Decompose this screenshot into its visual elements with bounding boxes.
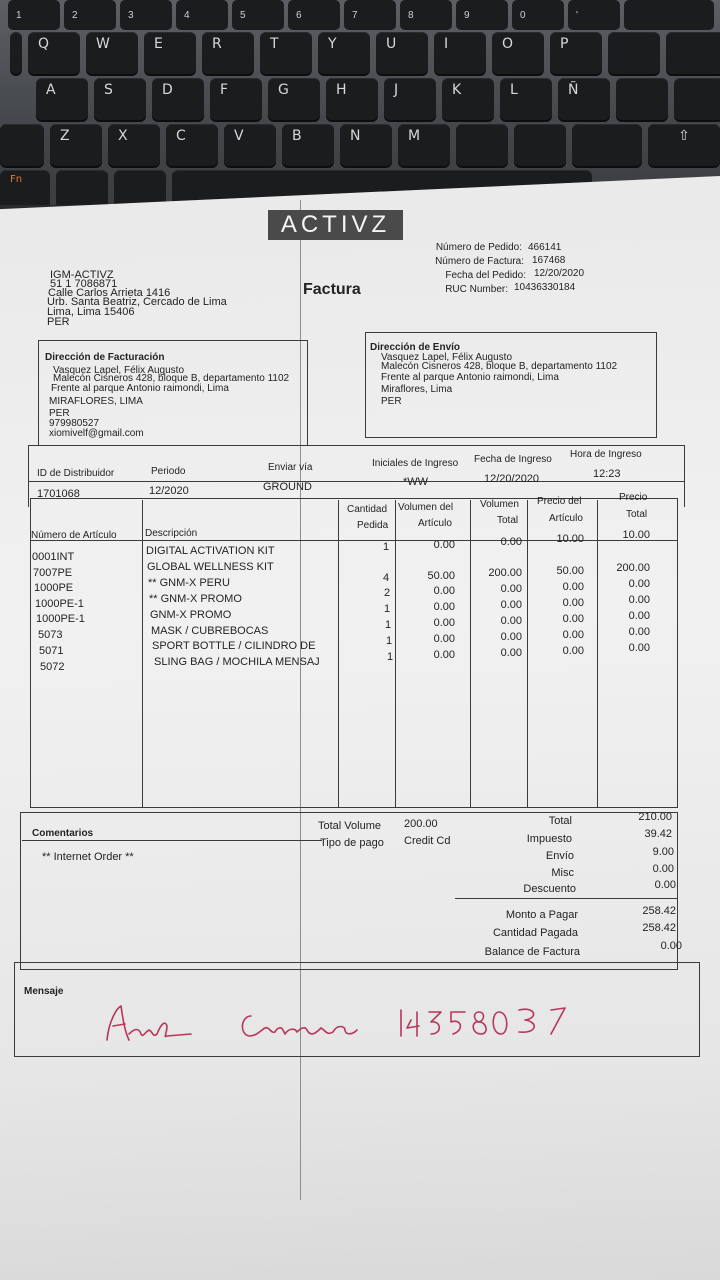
volume-header: Artículo xyxy=(418,518,452,529)
key-i: I xyxy=(434,32,486,74)
balance-value: 0.00 xyxy=(660,940,682,952)
order-number-value: 466141 xyxy=(528,242,562,253)
key-7: 7 xyxy=(344,0,396,30)
order-date-label: Fecha del Pedido: xyxy=(445,270,526,281)
key-h: H xyxy=(326,78,378,120)
activz-logo: ACTIVZ xyxy=(268,210,403,240)
message-heading: Mensaje xyxy=(24,986,64,997)
item-description: ** GNM-X PERU xyxy=(148,577,230,589)
comments-heading: Comentarios xyxy=(32,828,94,839)
shipping-line: Malecón Cisneros 428, bloque B, departamento 1102 xyxy=(381,361,618,372)
key-d: D xyxy=(152,78,204,120)
item-qty: 1 xyxy=(384,603,391,615)
shipping-line: Miraflores, Lima xyxy=(381,384,453,395)
key-z: Z xyxy=(50,124,102,166)
item-description: SLING BAG / MOCHILA MENSAJ xyxy=(154,656,320,668)
period-header: Periodo xyxy=(151,466,186,477)
key-y: Y xyxy=(318,32,370,74)
item-volume: 0.00 xyxy=(433,539,455,551)
initials-value: *WW xyxy=(403,476,429,488)
key-r: R xyxy=(202,32,254,74)
billing-email: xiomivelf@gmail.com xyxy=(49,428,144,439)
item-price-total: 0.00 xyxy=(628,578,650,590)
amount-due-value: 258.42 xyxy=(642,905,676,917)
item-volume-total: 200.00 xyxy=(488,567,522,579)
price-header: Artículo xyxy=(549,513,583,524)
item-volume-total: 0.00 xyxy=(500,647,522,659)
period-value: 12/2020 xyxy=(149,485,189,497)
item-qty: 1 xyxy=(387,651,394,663)
item-description: SPORT BOTTLE / CILINDRO DE xyxy=(152,640,316,652)
key-b: B xyxy=(282,124,334,166)
entry-time-value: 12:23 xyxy=(593,468,621,480)
key-o: O xyxy=(492,32,544,74)
item-volume: 0.00 xyxy=(433,649,455,661)
item-price: 0.00 xyxy=(562,581,584,593)
volume-total-header: Volumen xyxy=(480,499,519,510)
key-l: L xyxy=(500,78,552,120)
billing-line: PER xyxy=(49,408,70,419)
key-0: 0 xyxy=(512,0,564,30)
key-9: 9 xyxy=(456,0,508,30)
ship-via-header: Enviar vía xyxy=(268,462,313,473)
key-3: 3 xyxy=(120,0,172,30)
item-number: 1000PE-1 xyxy=(35,598,84,610)
key-enye: Ñ xyxy=(558,78,610,120)
order-number-label: Número de Pedido: xyxy=(435,242,522,253)
item-volume-total: 0.00 xyxy=(500,631,522,643)
item-qty: 4 xyxy=(383,572,390,584)
invoice-number-label: Número de Factura: xyxy=(435,256,524,267)
entry-date-header: Fecha de Ingreso xyxy=(474,454,552,465)
company-line: Calle Carlos Arrieta 1416 xyxy=(48,287,171,299)
entry-time-header: Hora de Ingreso xyxy=(570,449,642,460)
distributor-header: ID de Distribuidor xyxy=(37,468,115,479)
key-g: G xyxy=(268,78,320,120)
key-f: F xyxy=(210,78,262,120)
key-j: J xyxy=(384,78,436,120)
initials-header: Iniciales de Ingreso xyxy=(372,458,459,469)
item-number: 5073 xyxy=(38,629,63,641)
table-rule xyxy=(28,481,685,482)
item-description: GLOBAL WELLNESS KIT xyxy=(147,561,274,573)
item-description: GNM-X PROMO xyxy=(150,609,232,621)
item-qty: 2 xyxy=(384,587,391,599)
item-volume: 0.00 xyxy=(433,617,455,629)
entry-date-value: 12/20/2020 xyxy=(484,473,540,485)
shipping-heading: Dirección de Envío xyxy=(370,342,461,353)
key-k: K xyxy=(442,78,494,120)
misc-label: Misc xyxy=(551,867,574,879)
item-price: 0.00 xyxy=(562,597,584,609)
amount-paid-value: 258.42 xyxy=(642,922,676,934)
item-description: MASK / CUBREBOCAS xyxy=(151,625,269,637)
qty-header: Cantidad xyxy=(347,504,388,515)
item-description: ** GNM-X PROMO xyxy=(149,593,242,605)
item-number: 5071 xyxy=(39,645,64,657)
ruc-value: 10436330184 xyxy=(514,282,576,293)
column-divider xyxy=(142,500,143,808)
item-number-header: Número de Artículo xyxy=(31,530,117,541)
item-number: 5072 xyxy=(40,661,65,673)
key-5: 5 xyxy=(232,0,284,30)
price-header: Precio del xyxy=(537,496,582,507)
item-price-total: 200.00 xyxy=(616,562,650,574)
shipping-line: Frente al parque Antonio raimondi, Lima xyxy=(381,372,559,383)
invoice-title: Factura xyxy=(303,281,361,298)
item-price-total: 0.00 xyxy=(628,610,650,622)
key-e: E xyxy=(144,32,196,74)
item-description: DIGITAL ACTIVATION KIT xyxy=(146,545,275,557)
column-divider xyxy=(395,500,396,808)
company-line: 51 1 7086871 xyxy=(50,278,118,290)
volume-header: Volumen del xyxy=(398,502,454,513)
discount-label: Descuento xyxy=(523,883,576,895)
company-line: Lima, Lima 15406 xyxy=(47,306,135,318)
billing-line: Frente al parque Antonio raimondi, Lima xyxy=(51,383,229,394)
item-number: 7007PE xyxy=(33,567,73,579)
billing-line: MIRAFLORES, LIMA xyxy=(49,396,143,407)
balance-label: Balance de Factura xyxy=(484,946,580,958)
billing-line: Malecón Cisneros 428, bloque B, departamento 1102 xyxy=(53,373,290,384)
tax-value: 39.42 xyxy=(644,828,672,840)
key-2: 2 xyxy=(64,0,116,30)
item-price: 50.00 xyxy=(556,565,584,577)
order-date-value: 12/20/2020 xyxy=(534,268,585,279)
item-qty: 1 xyxy=(385,619,392,631)
payment-type-label: Tipo de pago xyxy=(320,837,384,849)
key-q: Q xyxy=(28,32,80,74)
total-volume-label: Total Volume xyxy=(318,820,381,832)
description-header: Descripción xyxy=(145,528,198,539)
key-v: V xyxy=(224,124,276,166)
shipping-value: 9.00 xyxy=(652,846,674,858)
key-w: W xyxy=(86,32,138,74)
item-volume-total: 0.00 xyxy=(500,615,522,627)
item-volume-total: 0.00 xyxy=(500,599,522,611)
total-volume-value: 200.00 xyxy=(404,818,438,830)
item-price-total: 0.00 xyxy=(628,594,650,606)
tax-label: Impuesto xyxy=(526,833,572,845)
key-x: X xyxy=(108,124,160,166)
amount-due-label: Monto a Pagar xyxy=(505,909,578,921)
item-volume: 0.00 xyxy=(433,585,455,597)
item-price: 10.00 xyxy=(556,533,584,545)
item-number: 1000PE xyxy=(34,582,74,594)
distributor-value: 1701068 xyxy=(37,488,80,500)
item-qty: 1 xyxy=(386,635,393,647)
comments-rule xyxy=(22,840,322,841)
key-6: 6 xyxy=(288,0,340,30)
company-line: Urb. Santa Beatriz, Cercado de Lima xyxy=(47,296,227,308)
key-t: T xyxy=(260,32,312,74)
item-volume: 50.00 xyxy=(427,570,455,582)
key-s: S xyxy=(94,78,146,120)
item-qty: 1 xyxy=(383,541,390,553)
item-price-total: 0.00 xyxy=(628,642,650,654)
item-number: 1000PE-1 xyxy=(36,613,85,625)
total-value: 210.00 xyxy=(638,811,672,823)
key-apostrophe: ' xyxy=(568,0,620,30)
item-volume: 0.00 xyxy=(433,633,455,645)
misc-value: 0.00 xyxy=(652,863,674,875)
key-4: 4 xyxy=(176,0,228,30)
billing-heading: Dirección de Facturación xyxy=(45,352,165,363)
shipping-line: PER xyxy=(381,396,402,407)
item-volume-total: 0.00 xyxy=(500,583,522,595)
volume-total-header: Total xyxy=(497,515,519,526)
total-label: Total xyxy=(548,815,572,827)
handwritten-signature xyxy=(95,990,595,1050)
amount-paid-label: Cantidad Pagada xyxy=(492,927,578,939)
column-divider xyxy=(338,500,339,808)
key-p: P xyxy=(550,32,602,74)
ship-via-value: GROUND xyxy=(263,481,312,493)
qty-header: Pedida xyxy=(357,520,389,531)
key-1: 1 xyxy=(8,0,60,30)
item-price-total: 10.00 xyxy=(622,529,650,541)
invoice-number-value: 167468 xyxy=(532,255,566,266)
key-8: 8 xyxy=(400,0,452,30)
item-price-total: 0.00 xyxy=(628,626,650,638)
key-m: M xyxy=(398,124,450,166)
comments-text: ** Internet Order ** xyxy=(42,851,134,863)
item-price: 0.00 xyxy=(562,645,584,657)
key-fn: Fn xyxy=(0,170,50,205)
item-price: 0.00 xyxy=(562,629,584,641)
key-n: N xyxy=(340,124,392,166)
key-c: C xyxy=(166,124,218,166)
key-u: U xyxy=(376,32,428,74)
price-total-header: Total xyxy=(626,509,648,520)
shipping-line: Vasquez Lapel, Félix Augusto xyxy=(381,352,513,363)
item-volume: 0.00 xyxy=(433,601,455,613)
payment-type-value: Credit Cd xyxy=(404,835,451,847)
shipping-label: Envío xyxy=(545,850,574,862)
item-volume-total: 0.00 xyxy=(500,536,522,548)
price-total-header: Precio xyxy=(619,492,648,503)
billing-line: Vasquez Lapel, Félix Augusto xyxy=(53,365,185,376)
billing-phone: 979980527 xyxy=(49,418,100,429)
shift-arrow-icon: ⇧ xyxy=(678,128,690,144)
ruc-label: RUC Number: xyxy=(445,284,508,295)
company-line: PER xyxy=(47,316,70,328)
discount-value: 0.00 xyxy=(654,879,676,891)
company-line: IGM-ACTIVZ xyxy=(50,269,114,281)
key-a: A xyxy=(36,78,88,120)
item-price: 0.00 xyxy=(562,613,584,625)
item-number: 0001INT xyxy=(32,551,75,563)
totals-rule xyxy=(455,898,677,899)
